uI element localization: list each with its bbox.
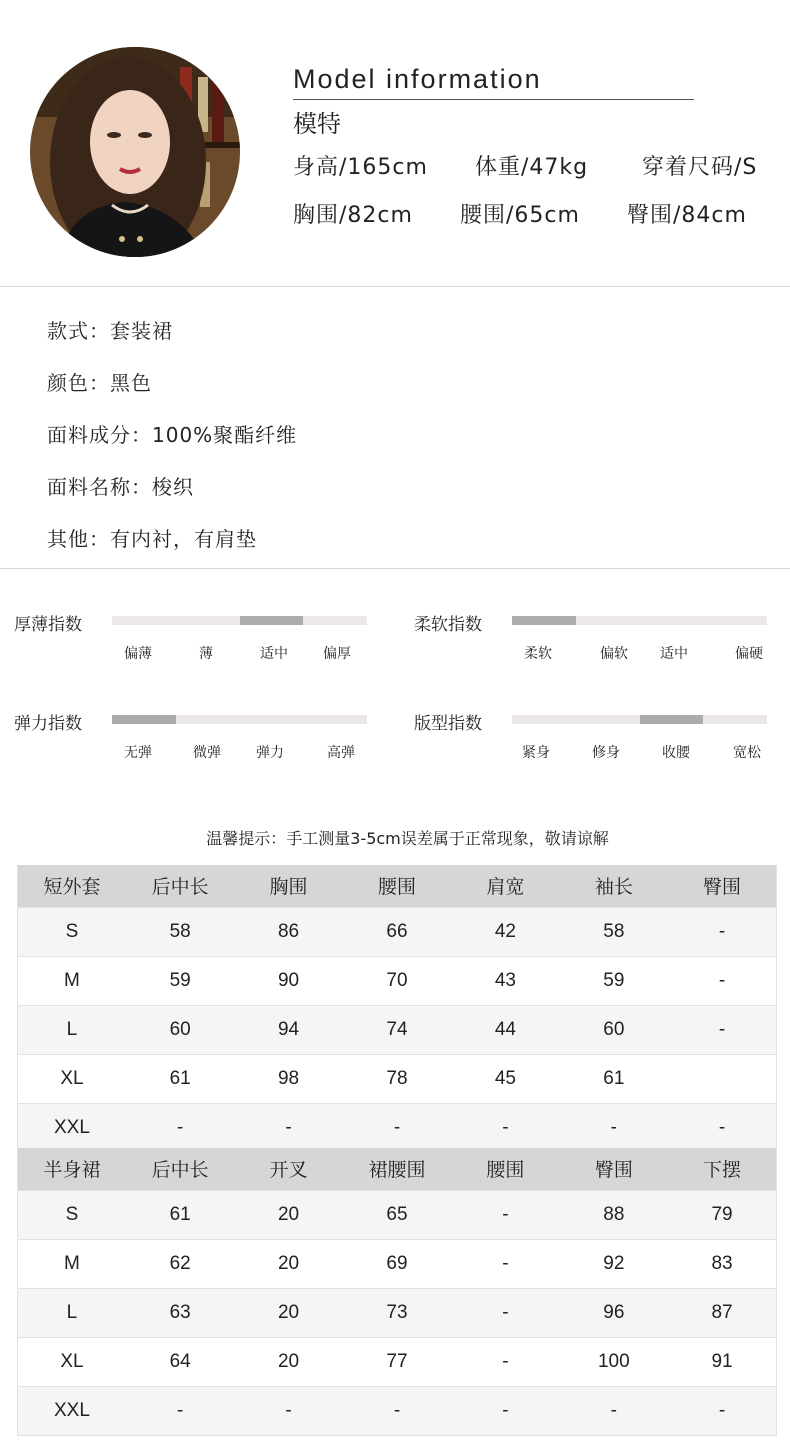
thickness-option: 偏厚 bbox=[323, 646, 351, 662]
size-label-cell: S bbox=[18, 907, 126, 956]
table-cell: - bbox=[668, 907, 776, 956]
table-cell: 79 bbox=[668, 1190, 776, 1239]
table-cell: 63 bbox=[126, 1288, 234, 1337]
table-cell: 73 bbox=[343, 1288, 451, 1337]
table-header-row bbox=[18, 1148, 777, 1190]
model-portrait-image bbox=[30, 47, 240, 257]
table-cell: - bbox=[451, 1239, 559, 1288]
column-header: 短外套 bbox=[18, 865, 126, 907]
fit-option: 收腰 bbox=[662, 745, 690, 761]
table-cell: - bbox=[668, 1103, 776, 1152]
table-cell: - bbox=[451, 1337, 559, 1386]
spec-composition: 面料成分：100%聚酯纤维 bbox=[47, 423, 298, 447]
section-divider bbox=[0, 286, 790, 287]
thickness-option: 薄 bbox=[199, 646, 213, 662]
column-header: 下摆 bbox=[668, 1148, 776, 1190]
model-waist: 腰围/65cm bbox=[460, 203, 580, 228]
jacket-size-table bbox=[17, 865, 777, 1153]
size-label-cell: M bbox=[18, 1239, 126, 1288]
thickness-option: 适中 bbox=[260, 646, 288, 662]
table-cell: 62 bbox=[126, 1239, 234, 1288]
fit-scale-fill bbox=[640, 715, 704, 724]
column-header: 后中长 bbox=[126, 865, 234, 907]
spec-style: 款式：套装裙 bbox=[47, 319, 173, 343]
table-cell: 88 bbox=[560, 1190, 668, 1239]
table-cell: 98 bbox=[234, 1054, 342, 1103]
table-cell: 60 bbox=[126, 1005, 234, 1054]
elasticity-option: 高弹 bbox=[327, 745, 355, 761]
fit-option: 宽松 bbox=[733, 745, 761, 761]
column-header: 臀围 bbox=[560, 1148, 668, 1190]
elasticity-scale bbox=[112, 715, 367, 724]
spec-fabric: 面料名称：梭织 bbox=[47, 475, 194, 499]
size-label-cell: XXL bbox=[18, 1386, 126, 1435]
table-row bbox=[18, 956, 777, 1005]
table-cell: - bbox=[126, 1103, 234, 1152]
model-height: 身高/165cm bbox=[293, 155, 428, 180]
table-cell: - bbox=[560, 1386, 668, 1435]
size-label-cell: XXL bbox=[18, 1103, 126, 1152]
table-cell: 96 bbox=[560, 1288, 668, 1337]
table-cell: 64 bbox=[126, 1337, 234, 1386]
thickness-option: 偏薄 bbox=[124, 646, 152, 662]
table-cell: - bbox=[668, 956, 776, 1005]
size-label-cell: L bbox=[18, 1288, 126, 1337]
table-row bbox=[18, 1005, 777, 1054]
table-cell: 45 bbox=[451, 1054, 559, 1103]
table-cell: 78 bbox=[343, 1054, 451, 1103]
model-photo bbox=[30, 47, 240, 257]
measurement-tip: 温馨提示：手工测量3-5cm误差属于正常现象，敬请谅解 bbox=[206, 829, 609, 848]
table-cell: 20 bbox=[234, 1239, 342, 1288]
table-cell: 91 bbox=[668, 1337, 776, 1386]
title-underline bbox=[293, 99, 694, 100]
table-cell bbox=[668, 1054, 776, 1103]
table-cell: - bbox=[126, 1386, 234, 1435]
table-cell: - bbox=[343, 1103, 451, 1152]
softness-index-label: 柔软指数 bbox=[414, 615, 482, 635]
table-cell: 20 bbox=[234, 1288, 342, 1337]
column-header: 半身裙 bbox=[18, 1148, 126, 1190]
model-info-section bbox=[0, 0, 790, 287]
size-label-cell: M bbox=[18, 956, 126, 1005]
model-hip: 臀围/84cm bbox=[627, 203, 747, 228]
elasticity-index-label: 弹力指数 bbox=[14, 714, 82, 734]
table-cell: - bbox=[451, 1190, 559, 1239]
section-divider bbox=[0, 568, 790, 569]
table-cell: 43 bbox=[451, 956, 559, 1005]
table-cell: 92 bbox=[560, 1239, 668, 1288]
table-cell: 77 bbox=[343, 1337, 451, 1386]
model-bust: 胸围/82cm bbox=[293, 203, 413, 228]
column-header: 开叉 bbox=[234, 1148, 342, 1190]
table-cell: - bbox=[451, 1103, 559, 1152]
column-header: 胸围 bbox=[234, 865, 342, 907]
thickness-index-label: 厚薄指数 bbox=[14, 615, 82, 635]
table-cell: 69 bbox=[343, 1239, 451, 1288]
size-label-cell: S bbox=[18, 1190, 126, 1239]
elasticity-option: 微弹 bbox=[193, 745, 221, 761]
table-cell: 58 bbox=[126, 907, 234, 956]
softness-scale bbox=[512, 616, 767, 625]
table-row bbox=[18, 1386, 777, 1435]
softness-scale-fill bbox=[512, 616, 576, 625]
table-cell: 100 bbox=[560, 1337, 668, 1386]
table-cell: 59 bbox=[560, 956, 668, 1005]
table-cell: 42 bbox=[451, 907, 559, 956]
table-cell: 90 bbox=[234, 956, 342, 1005]
table-row bbox=[18, 1054, 777, 1103]
skirt-size-table bbox=[17, 1148, 777, 1436]
table-cell: 94 bbox=[234, 1005, 342, 1054]
column-header: 裙腰围 bbox=[343, 1148, 451, 1190]
size-label-cell: L bbox=[18, 1005, 126, 1054]
fit-scale bbox=[512, 715, 767, 724]
table-row bbox=[18, 1239, 777, 1288]
table-cell: 20 bbox=[234, 1337, 342, 1386]
table-row bbox=[18, 1288, 777, 1337]
elasticity-option: 无弹 bbox=[124, 745, 152, 761]
fit-index-label: 版型指数 bbox=[414, 714, 482, 734]
table-cell: 61 bbox=[126, 1054, 234, 1103]
table-cell: - bbox=[668, 1386, 776, 1435]
spec-other: 其他：有内衬，有肩垫 bbox=[47, 527, 257, 551]
table-cell: - bbox=[560, 1103, 668, 1152]
table-cell: 74 bbox=[343, 1005, 451, 1054]
table-cell: - bbox=[234, 1386, 342, 1435]
elasticity-option: 弹力 bbox=[256, 745, 284, 761]
softness-option: 偏硬 bbox=[735, 646, 763, 662]
softness-option: 偏软 bbox=[600, 646, 628, 662]
table-cell: 44 bbox=[451, 1005, 559, 1054]
column-header: 肩宽 bbox=[451, 865, 559, 907]
size-label-cell: XL bbox=[18, 1337, 126, 1386]
model-info-title: Model information bbox=[293, 64, 542, 94]
table-cell: 83 bbox=[668, 1239, 776, 1288]
table-cell: - bbox=[668, 1005, 776, 1054]
model-weight: 体重/47kg bbox=[475, 155, 589, 180]
softness-option: 适中 bbox=[660, 646, 688, 662]
table-cell: 66 bbox=[343, 907, 451, 956]
model-subtitle: 模特 bbox=[293, 110, 341, 138]
table-cell: 65 bbox=[343, 1190, 451, 1239]
table-row bbox=[18, 907, 777, 956]
column-header: 腰围 bbox=[451, 1148, 559, 1190]
column-header: 腰围 bbox=[343, 865, 451, 907]
model-size: 穿着尺码/S bbox=[642, 155, 758, 180]
thickness-scale bbox=[112, 616, 367, 625]
table-row bbox=[18, 1190, 777, 1239]
table-cell: 59 bbox=[126, 956, 234, 1005]
table-cell: - bbox=[451, 1288, 559, 1337]
table-cell: 60 bbox=[560, 1005, 668, 1054]
table-row bbox=[18, 1337, 777, 1386]
table-header-row bbox=[18, 865, 777, 907]
table-cell: - bbox=[234, 1103, 342, 1152]
table-cell: - bbox=[343, 1386, 451, 1435]
size-label-cell: XL bbox=[18, 1054, 126, 1103]
column-header: 袖长 bbox=[560, 865, 668, 907]
table-cell: 70 bbox=[343, 956, 451, 1005]
elasticity-scale-fill bbox=[112, 715, 176, 724]
table-cell: 58 bbox=[560, 907, 668, 956]
table-cell: 86 bbox=[234, 907, 342, 956]
column-header: 后中长 bbox=[126, 1148, 234, 1190]
table-cell: 20 bbox=[234, 1190, 342, 1239]
table-cell: 61 bbox=[560, 1054, 668, 1103]
table-row bbox=[18, 1103, 777, 1152]
table-cell: - bbox=[451, 1386, 559, 1435]
column-header: 臀围 bbox=[668, 865, 776, 907]
fit-option: 紧身 bbox=[522, 745, 550, 761]
softness-option: 柔软 bbox=[524, 646, 552, 662]
spec-color: 颜色：黑色 bbox=[47, 371, 152, 395]
table-cell: 87 bbox=[668, 1288, 776, 1337]
fit-option: 修身 bbox=[592, 745, 620, 761]
thickness-scale-fill bbox=[240, 616, 304, 625]
table-cell: 61 bbox=[126, 1190, 234, 1239]
